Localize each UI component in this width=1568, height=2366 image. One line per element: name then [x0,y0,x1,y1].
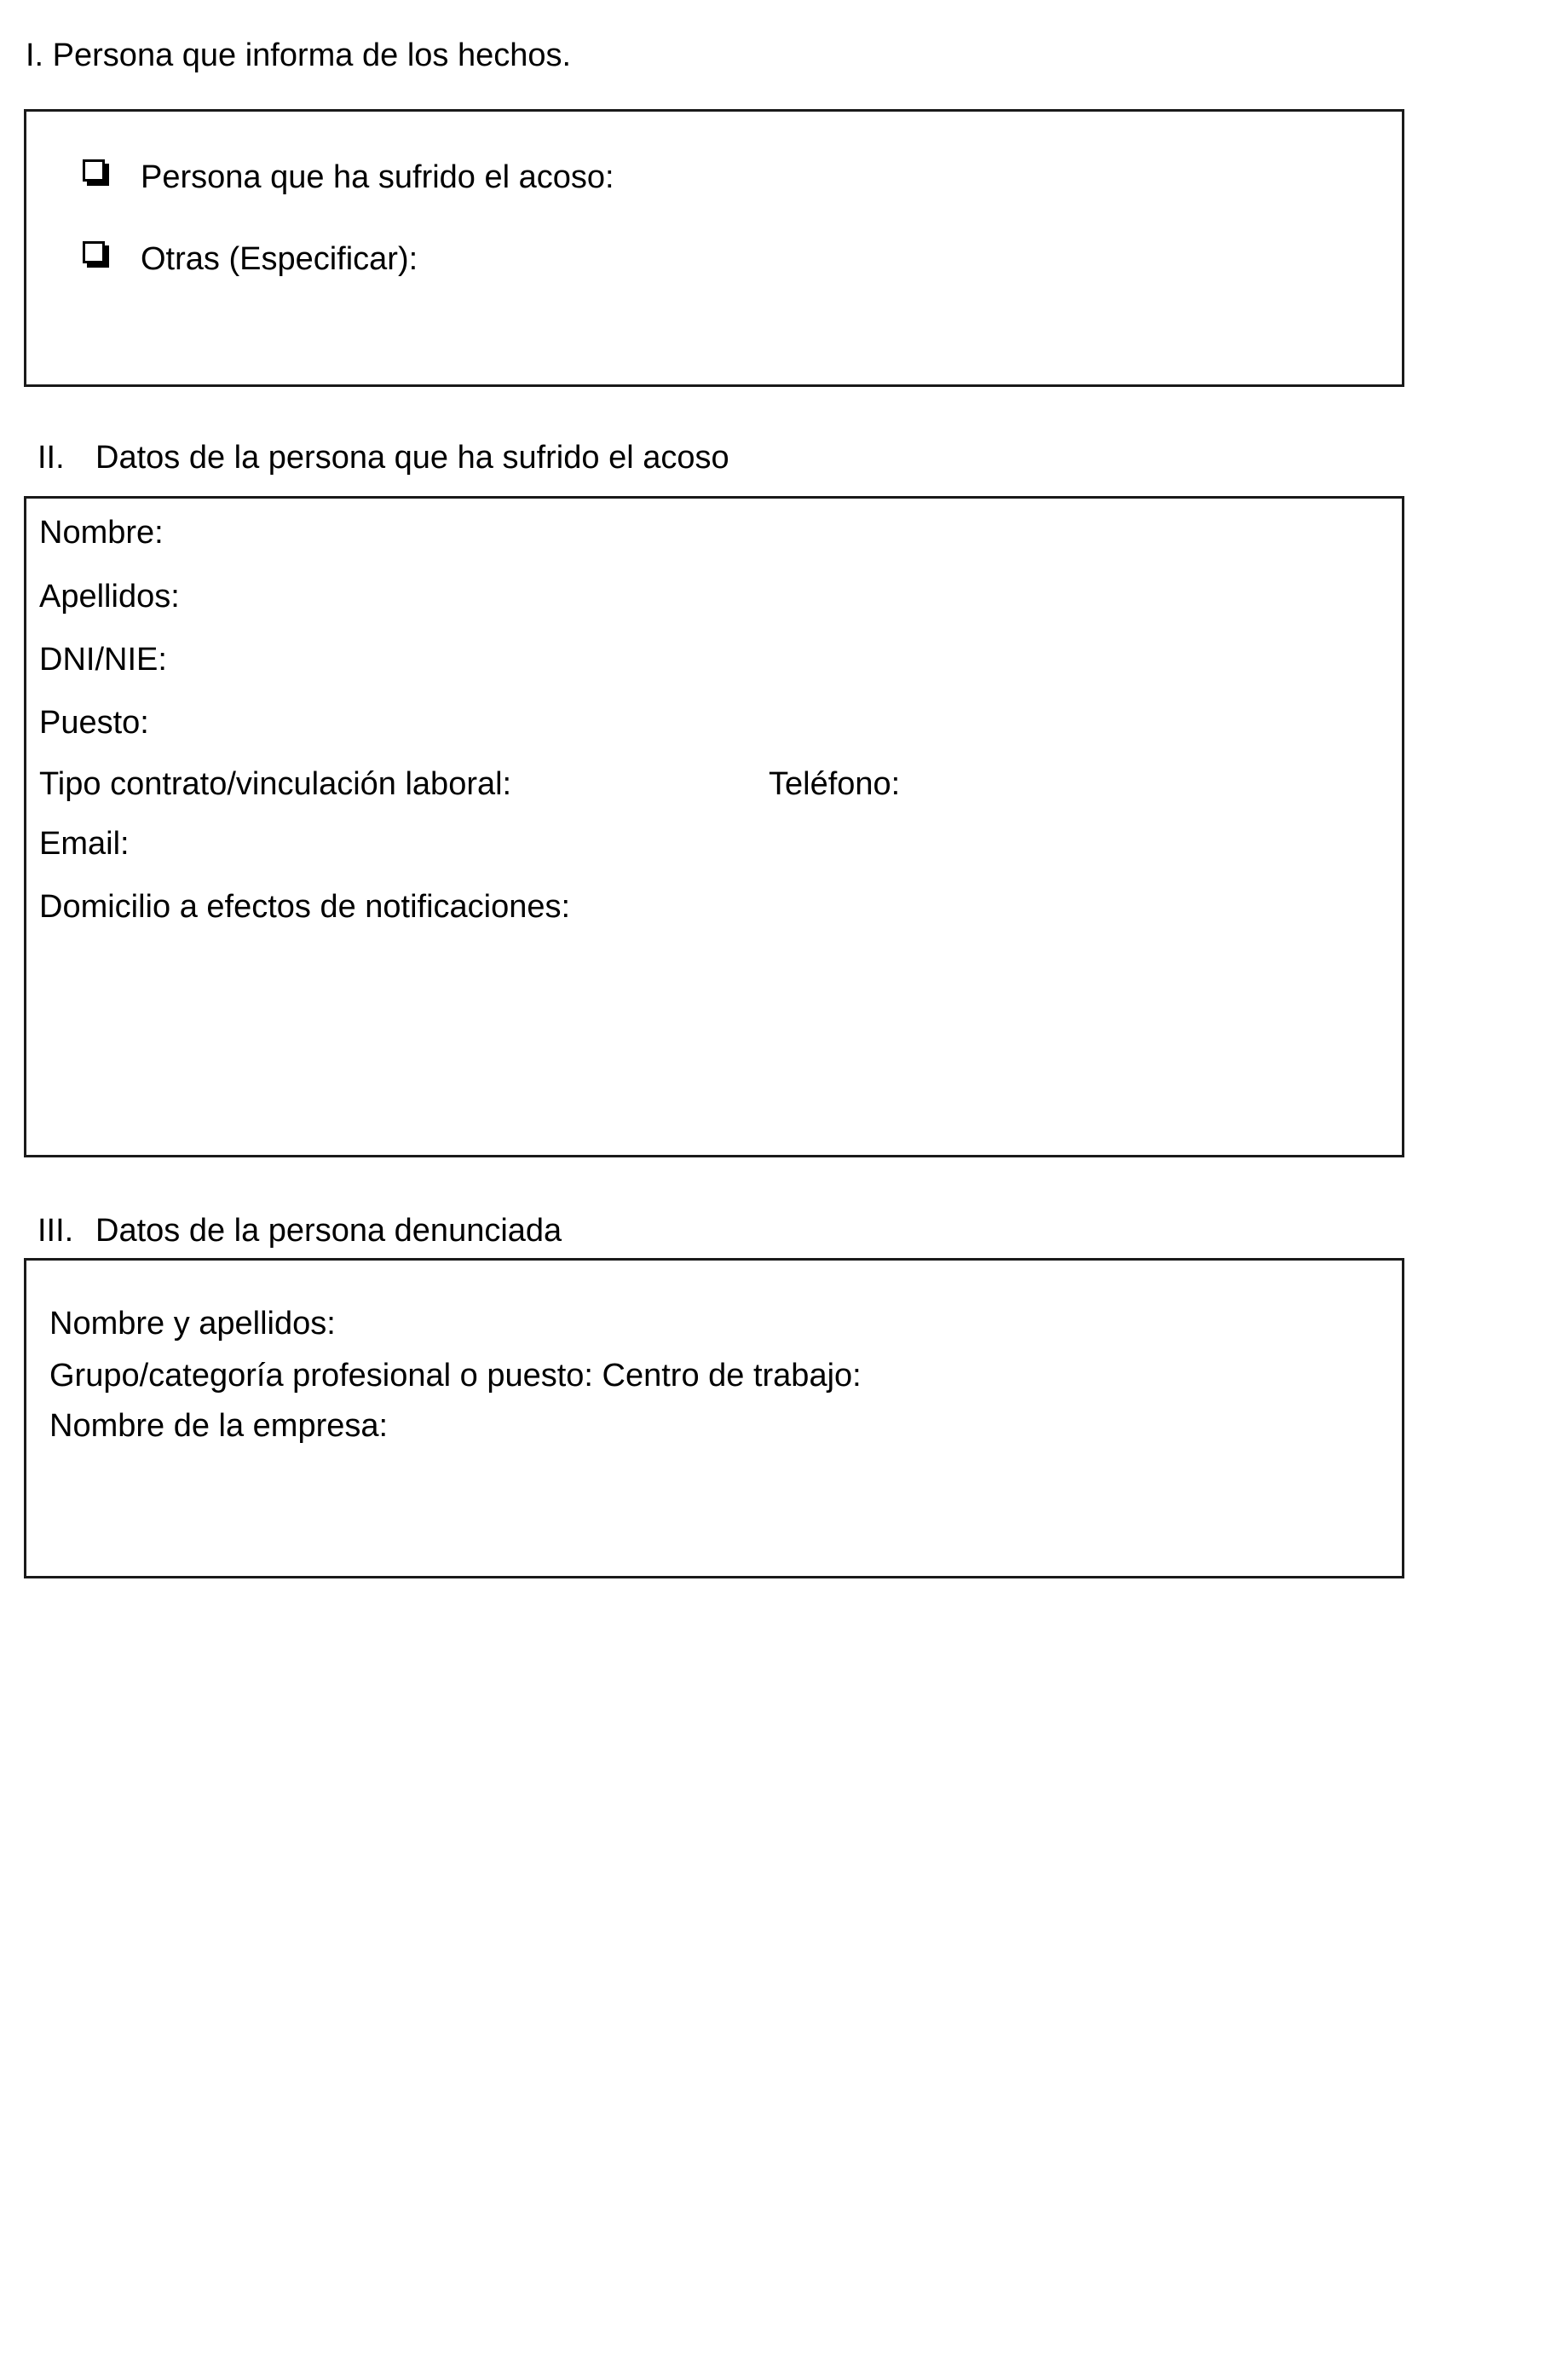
section-3-box [24,1258,1404,1578]
field-nombre-apellidos: Nombre y apellidos: [49,1306,336,1342]
field-telefono: Teléfono: [769,766,901,802]
field-grupo-centro: Grupo/categoría profesional o puesto: Centro de trabajo: [49,1358,862,1394]
section-2-number: II. [37,440,65,476]
checkbox-persona-acoso[interactable] [83,159,105,182]
section-2-box [24,496,1404,1157]
option-label-persona-acoso: Persona que ha sufrido el acoso: [141,159,614,195]
section-2-heading: Datos de la persona que ha sufrido el acoso [95,440,729,476]
field-apellidos: Apellidos: [39,579,180,615]
field-empresa: Nombre de la empresa: [49,1408,389,1444]
field-email: Email: [39,826,130,862]
section-1-box [24,109,1404,387]
field-contrato: Tipo contrato/vinculación laboral: [39,766,512,802]
field-domicilio: Domicilio a efectos de notificaciones: [39,889,571,925]
field-nombre: Nombre: [39,515,164,551]
checkbox-otras[interactable] [83,241,105,263]
field-dni: DNI/NIE: [39,642,167,678]
section-3-heading: Datos de la persona denunciada [95,1213,562,1249]
section-1-heading: I. Persona que informa de los hechos. [26,38,572,73]
field-puesto: Puesto: [39,705,149,741]
option-label-otras: Otras (Especificar): [141,241,418,277]
section-3-number: III. [37,1213,74,1249]
